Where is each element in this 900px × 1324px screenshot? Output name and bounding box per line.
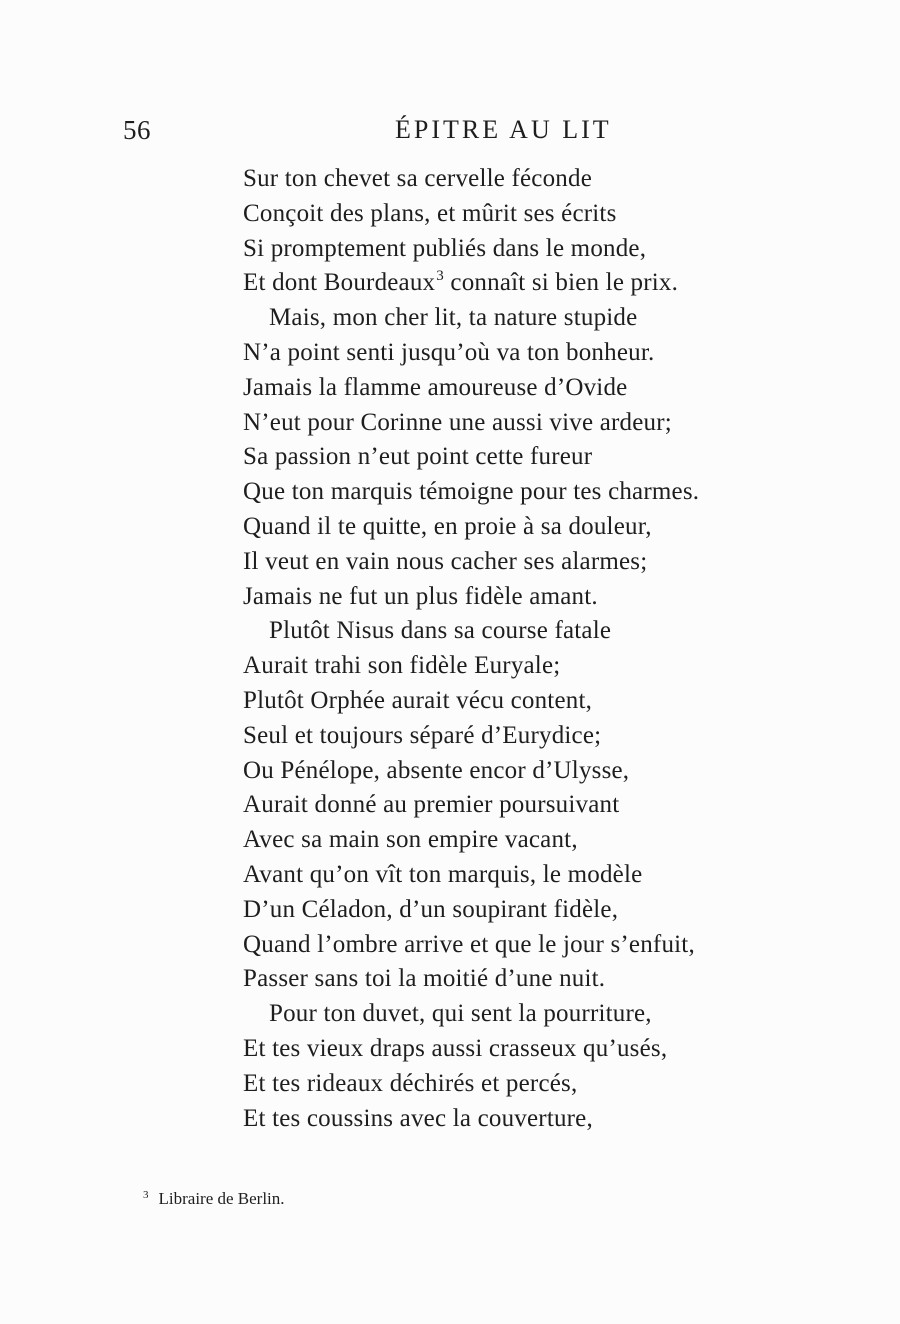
- verse-line: [243, 406, 863, 441]
- verse-text-continued: connaît si bien le prix.: [443, 269, 679, 297]
- page-number: 56: [123, 115, 151, 145]
- verse-text: Sa passion n’eut point cette fureur: [243, 443, 593, 471]
- running-title: ÉPITRE AU LIT: [395, 115, 612, 144]
- verse-text: Plutôt Orphée aurait vécu content,: [243, 686, 593, 714]
- verse-line: [243, 754, 863, 789]
- verse-text: Et tes coussins avec la couverture,: [243, 1104, 593, 1132]
- verse-text: Quand l’ombre arrive et que le jour s’enfuit,: [243, 930, 695, 958]
- verse-line: [243, 962, 863, 997]
- verse-text: Pour ton duvet, qui sent la pourriture,: [269, 1000, 652, 1028]
- verse-text: Jamais ne fut un plus fidèle amant.: [243, 582, 598, 610]
- verse-text: N’eut pour Corinne une aussi vive ardeur;: [243, 408, 672, 436]
- verse-text: N’a point senti jusqu’où va ton bonheur.: [243, 338, 655, 366]
- poem-body: [243, 162, 863, 1136]
- verse-line: [243, 649, 863, 684]
- footnote: [143, 1186, 285, 1212]
- verse-text: Sur ton chevet sa cervelle féconde: [243, 165, 592, 192]
- verse-text: Ou Pénélope, absente encor d’Ulysse,: [243, 756, 630, 784]
- verse-text: Si promptement publiés dans le monde,: [243, 234, 647, 262]
- verse-text: Plutôt Nisus dans sa course fatale: [269, 617, 612, 645]
- verse-text: Seul et toujours séparé d’Eurydice;: [243, 721, 602, 749]
- verse-text: Quand il te quitte, en proie à sa douleur,: [243, 512, 652, 540]
- verse-line: [243, 684, 863, 719]
- verse-line: [243, 823, 863, 858]
- verse-line: [243, 893, 863, 928]
- verse-text: Jamais la flamme amoureuse d’Ovide: [243, 373, 628, 401]
- footnote-text: Libraire de Berlin.: [158, 1189, 285, 1208]
- verse-line: [243, 301, 863, 336]
- verse-line: [243, 440, 863, 475]
- verse-line: [243, 580, 863, 615]
- verse-line: [243, 475, 863, 510]
- verse-line: [243, 232, 863, 267]
- verse-line: [243, 162, 863, 197]
- verse-line: [243, 788, 863, 823]
- verse-line: [243, 197, 863, 232]
- verse-line: [243, 336, 863, 371]
- verse-text: Conçoit des plans, et mûrit ses écrits: [243, 199, 617, 227]
- verse-text: Avant qu’on vît ton marquis, le modèle: [243, 860, 643, 888]
- verse-line: [243, 1067, 863, 1102]
- verse-text: Il veut en vain nous cacher ses alarmes;: [243, 547, 648, 575]
- verse-text: Aurait trahi son fidèle Euryale;: [243, 652, 561, 680]
- footnote-marker: 3: [143, 1189, 149, 1201]
- verse-line: [243, 997, 863, 1032]
- verse-text: Mais, mon cher lit, ta nature stupide: [269, 304, 638, 332]
- footnote-reference: 3: [436, 268, 444, 285]
- verse-line: [243, 371, 863, 406]
- verse-line: [243, 928, 863, 963]
- verse-line: [243, 719, 863, 754]
- verse-text: Et dont Bourdeaux: [243, 269, 436, 297]
- verse-line: [243, 858, 863, 893]
- verse-line: [243, 1102, 863, 1137]
- verse-text: Que ton marquis témoigne pour tes charmes.: [243, 478, 700, 506]
- verse-line: [243, 266, 863, 301]
- verse-text: Et tes vieux draps aussi crasseux qu’usés,: [243, 1034, 668, 1062]
- verse-line: [243, 510, 863, 545]
- verse-text: D’un Céladon, d’un soupirant fidèle,: [243, 895, 619, 923]
- verse-line: [243, 545, 863, 580]
- verse-text: Aurait donné au premier poursuivant: [243, 791, 620, 819]
- verse-line: [243, 614, 863, 649]
- verse-text: Et tes rideaux déchirés et percés,: [243, 1069, 578, 1097]
- verse-text: Avec sa main son empire vacant,: [243, 826, 578, 854]
- verse-text: Passer sans toi la moitié d’une nuit.: [243, 965, 606, 993]
- verse-line: [243, 1032, 863, 1067]
